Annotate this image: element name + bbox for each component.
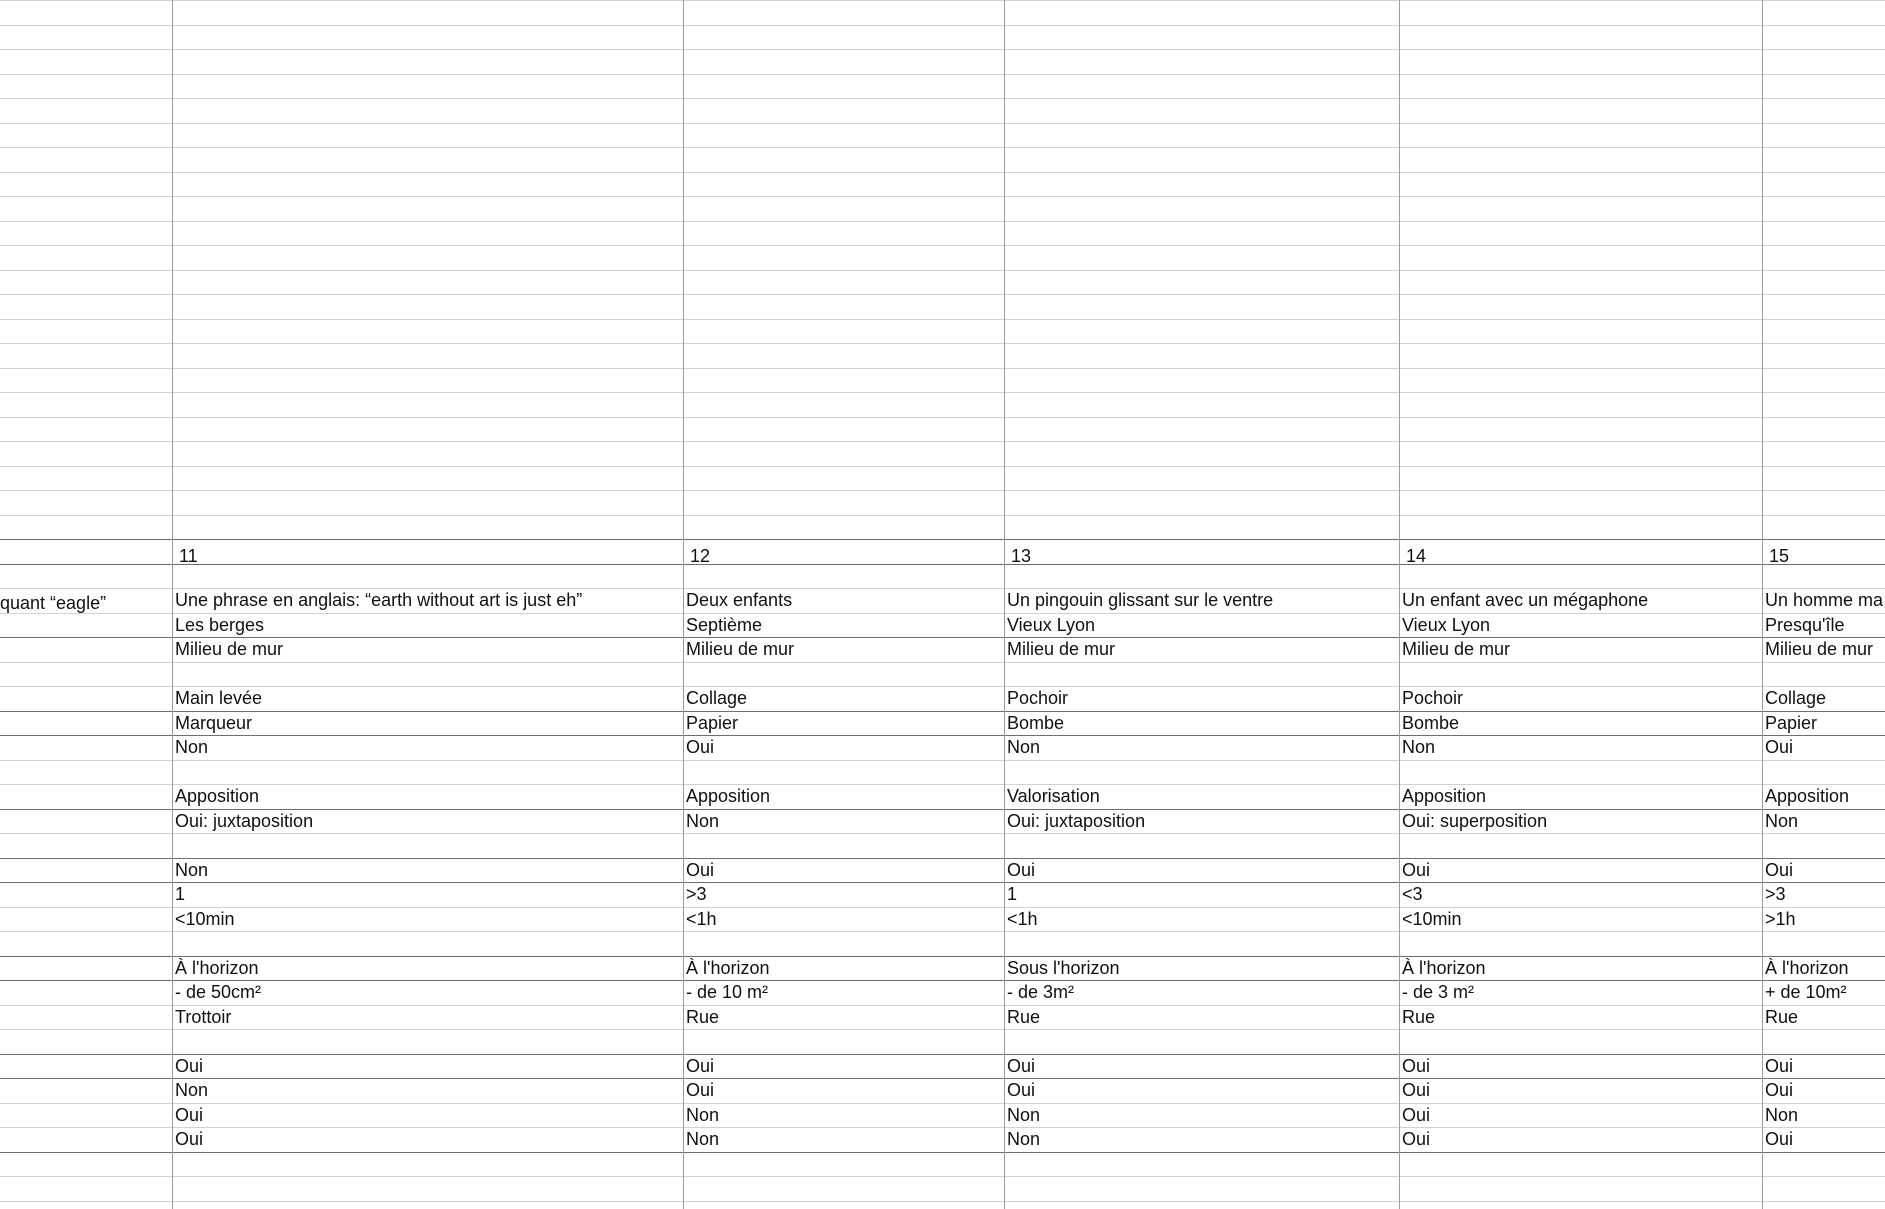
- col-11-cell[interactable]: Les berges: [175, 615, 265, 635]
- row-gridline: [0, 74, 1885, 75]
- col-11-cell[interactable]: Une phrase en anglais: “earth without art is just eh”: [175, 590, 583, 610]
- col-13-cell[interactable]: Vieux Lyon: [1007, 615, 1096, 635]
- row-gridline: [0, 343, 1885, 344]
- col-12-cell[interactable]: Oui: [686, 1056, 715, 1076]
- col-15-cell[interactable]: Non: [1765, 1105, 1799, 1125]
- col-15-cell[interactable]: Non: [1765, 811, 1799, 831]
- col-11-cell[interactable]: Oui: [175, 1056, 204, 1076]
- col-15-cell[interactable]: >3: [1765, 884, 1786, 904]
- col-14-cell[interactable]: À l'horizon: [1402, 958, 1486, 978]
- col-12-cell[interactable]: Non: [686, 811, 720, 831]
- col-13-cell[interactable]: Milieu de mur: [1007, 639, 1116, 659]
- col-14-cell[interactable]: <10min: [1402, 909, 1462, 929]
- col-14-cell[interactable]: Oui: superposition: [1402, 811, 1548, 831]
- row-gridline: [0, 147, 1885, 148]
- col-12-cell[interactable]: Deux enfants: [686, 590, 793, 610]
- col-11-cell[interactable]: Non: [175, 1080, 209, 1100]
- col-13-cell[interactable]: Oui: [1007, 1056, 1036, 1076]
- col-11-cell[interactable]: <10min: [175, 909, 235, 929]
- col-12-cell[interactable]: - de 10 m²: [686, 982, 769, 1002]
- col-13-cell[interactable]: - de 3m²: [1007, 982, 1075, 1002]
- col-15-cell[interactable]: Apposition: [1765, 786, 1850, 806]
- row-gridline: [0, 270, 1885, 271]
- row-gridline: [0, 196, 1885, 197]
- col-13-cell[interactable]: Sous l'horizon: [1007, 958, 1120, 978]
- col-15-cell[interactable]: Presqu'île: [1765, 615, 1845, 635]
- col-11-cell[interactable]: Apposition: [175, 786, 260, 806]
- row-gridline: [0, 172, 1885, 173]
- col-11-cell[interactable]: Trottoir: [175, 1007, 232, 1027]
- row-gridline: [0, 1176, 1885, 1177]
- row-gridline: [0, 833, 1885, 834]
- row-gridline: [0, 441, 1885, 442]
- col-14-cell[interactable]: Un enfant avec un mégaphone: [1402, 590, 1649, 610]
- row-gridline: [0, 221, 1885, 222]
- col-12-cell[interactable]: Papier: [686, 713, 739, 733]
- row-gridline: [0, 123, 1885, 124]
- col-14-cell[interactable]: Apposition: [1402, 786, 1487, 806]
- col-12-cell[interactable]: Non: [686, 1129, 720, 1149]
- col-12-cell[interactable]: Apposition: [686, 786, 771, 806]
- col-11-cell[interactable]: Non: [175, 737, 209, 757]
- col-13-cell[interactable]: Non: [1007, 1129, 1041, 1149]
- col-13-cell[interactable]: Pochoir: [1007, 688, 1069, 708]
- col-11-cell[interactable]: Milieu de mur: [175, 639, 284, 659]
- col-12-cell[interactable]: Non: [686, 1105, 720, 1125]
- col-15-cell[interactable]: >1h: [1765, 909, 1796, 929]
- col-11-cell[interactable]: 1: [175, 884, 186, 904]
- col-13-cell[interactable]: <1h: [1007, 909, 1038, 929]
- row-gridline: [0, 490, 1885, 491]
- col-12-cell[interactable]: Milieu de mur: [686, 639, 795, 659]
- cell-header-12[interactable]: 12: [690, 546, 711, 566]
- col-12-cell[interactable]: Oui: [686, 737, 715, 757]
- row-gridline: [0, 417, 1885, 418]
- col-11-cell[interactable]: Oui: juxtaposition: [175, 811, 314, 831]
- col-11-cell[interactable]: À l'horizon: [175, 958, 259, 978]
- col-15-cell[interactable]: À l'horizon: [1765, 958, 1849, 978]
- col-11-cell[interactable]: Oui: [175, 1105, 204, 1125]
- col-15-cell[interactable]: Oui: [1765, 1080, 1794, 1100]
- row-gridline: [0, 1152, 1885, 1153]
- col-14-cell[interactable]: <3: [1402, 884, 1423, 904]
- row-gridline: [0, 49, 1885, 50]
- col-15-cell[interactable]: Oui: [1765, 1056, 1794, 1076]
- col-15-cell[interactable]: Papier: [1765, 713, 1818, 733]
- col-13-cell[interactable]: Oui: juxtaposition: [1007, 811, 1146, 831]
- col-14-cell[interactable]: Oui: [1402, 1056, 1431, 1076]
- col-14-cell[interactable]: Oui: [1402, 1129, 1431, 1149]
- col-15-cell[interactable]: Oui: [1765, 1129, 1794, 1149]
- row-gridline: [0, 392, 1885, 393]
- cell-header-13[interactable]: 13: [1011, 546, 1032, 566]
- col-14-cell[interactable]: Rue: [1402, 1007, 1436, 1027]
- col-13-cell[interactable]: Oui: [1007, 860, 1036, 880]
- row-gridline: [0, 760, 1885, 761]
- col-13-cell[interactable]: Non: [1007, 737, 1041, 757]
- row-gridline: [0, 245, 1885, 246]
- col-13-cell[interactable]: Oui: [1007, 1080, 1036, 1100]
- col-11-cell[interactable]: Non: [175, 860, 209, 880]
- col-12-cell[interactable]: <1h: [686, 909, 717, 929]
- col-15-cell[interactable]: Milieu de mur: [1765, 639, 1874, 659]
- row-gridline: [0, 1201, 1885, 1202]
- col-15-cell[interactable]: Collage: [1765, 688, 1827, 708]
- row-gridline: [0, 662, 1885, 663]
- col-14-cell[interactable]: Oui: [1402, 1105, 1431, 1125]
- col-12-cell[interactable]: Septième: [686, 615, 763, 635]
- row-gridline: [0, 98, 1885, 99]
- col-14-cell[interactable]: Non: [1402, 737, 1436, 757]
- row-gridline: [0, 319, 1885, 320]
- col-15-cell[interactable]: + de 10m²: [1765, 982, 1847, 1002]
- col-12-cell[interactable]: Oui: [686, 1080, 715, 1100]
- col-11-cell[interactable]: - de 50cm²: [175, 982, 262, 1002]
- col-12-cell[interactable]: À l'horizon: [686, 958, 770, 978]
- col-14-cell[interactable]: Oui: [1402, 1080, 1431, 1100]
- col-14-cell[interactable]: Bombe: [1402, 713, 1460, 733]
- col-12-cell[interactable]: Rue: [686, 1007, 720, 1027]
- col-13-cell[interactable]: Un pingouin glissant sur le ventre: [1007, 590, 1274, 610]
- row-gridline: [0, 368, 1885, 369]
- col-14-cell[interactable]: Vieux Lyon: [1402, 615, 1491, 635]
- col-15-cell[interactable]: Rue: [1765, 1007, 1799, 1027]
- col-11-cell[interactable]: Marqueur: [175, 713, 253, 733]
- cell-header-14[interactable]: 14: [1406, 546, 1427, 566]
- row-gridline: [0, 294, 1885, 295]
- col-13-cell[interactable]: Rue: [1007, 1007, 1041, 1027]
- col-12-cell[interactable]: >3: [686, 884, 707, 904]
- col-14-cell[interactable]: Oui: [1402, 860, 1431, 880]
- row-gridline: [0, 0, 1885, 1]
- col-15-cell[interactable]: Oui: [1765, 860, 1794, 880]
- col-13-cell[interactable]: Bombe: [1007, 713, 1065, 733]
- row-gridline: [0, 515, 1885, 516]
- cell-a-description[interactable]: quant “eagle”: [0, 593, 107, 613]
- cell-header-15[interactable]: 15: [1769, 546, 1790, 566]
- row-gridline: [0, 1029, 1885, 1030]
- col-11-cell[interactable]: Oui: [175, 1129, 204, 1149]
- col-14-cell[interactable]: Milieu de mur: [1402, 639, 1511, 659]
- cell-header-11[interactable]: 11: [179, 546, 198, 566]
- col-13-cell[interactable]: Valorisation: [1007, 786, 1100, 806]
- row-gridline: [0, 25, 1885, 26]
- col-13-cell[interactable]: 1: [1007, 884, 1018, 904]
- col-14-cell[interactable]: Pochoir: [1402, 688, 1464, 708]
- row-gridline: [0, 466, 1885, 467]
- row-gridline: [0, 539, 1885, 540]
- col-14-cell[interactable]: - de 3 m²: [1402, 982, 1475, 1002]
- col-11-cell[interactable]: Main levée: [175, 688, 263, 708]
- col-12-cell[interactable]: Collage: [686, 688, 748, 708]
- col-12-cell[interactable]: Oui: [686, 860, 715, 880]
- col-13-cell[interactable]: Non: [1007, 1105, 1041, 1125]
- row-gridline: [0, 931, 1885, 932]
- col-15-cell[interactable]: Un homme ma: [1765, 590, 1884, 610]
- col-15-cell[interactable]: Oui: [1765, 737, 1794, 757]
